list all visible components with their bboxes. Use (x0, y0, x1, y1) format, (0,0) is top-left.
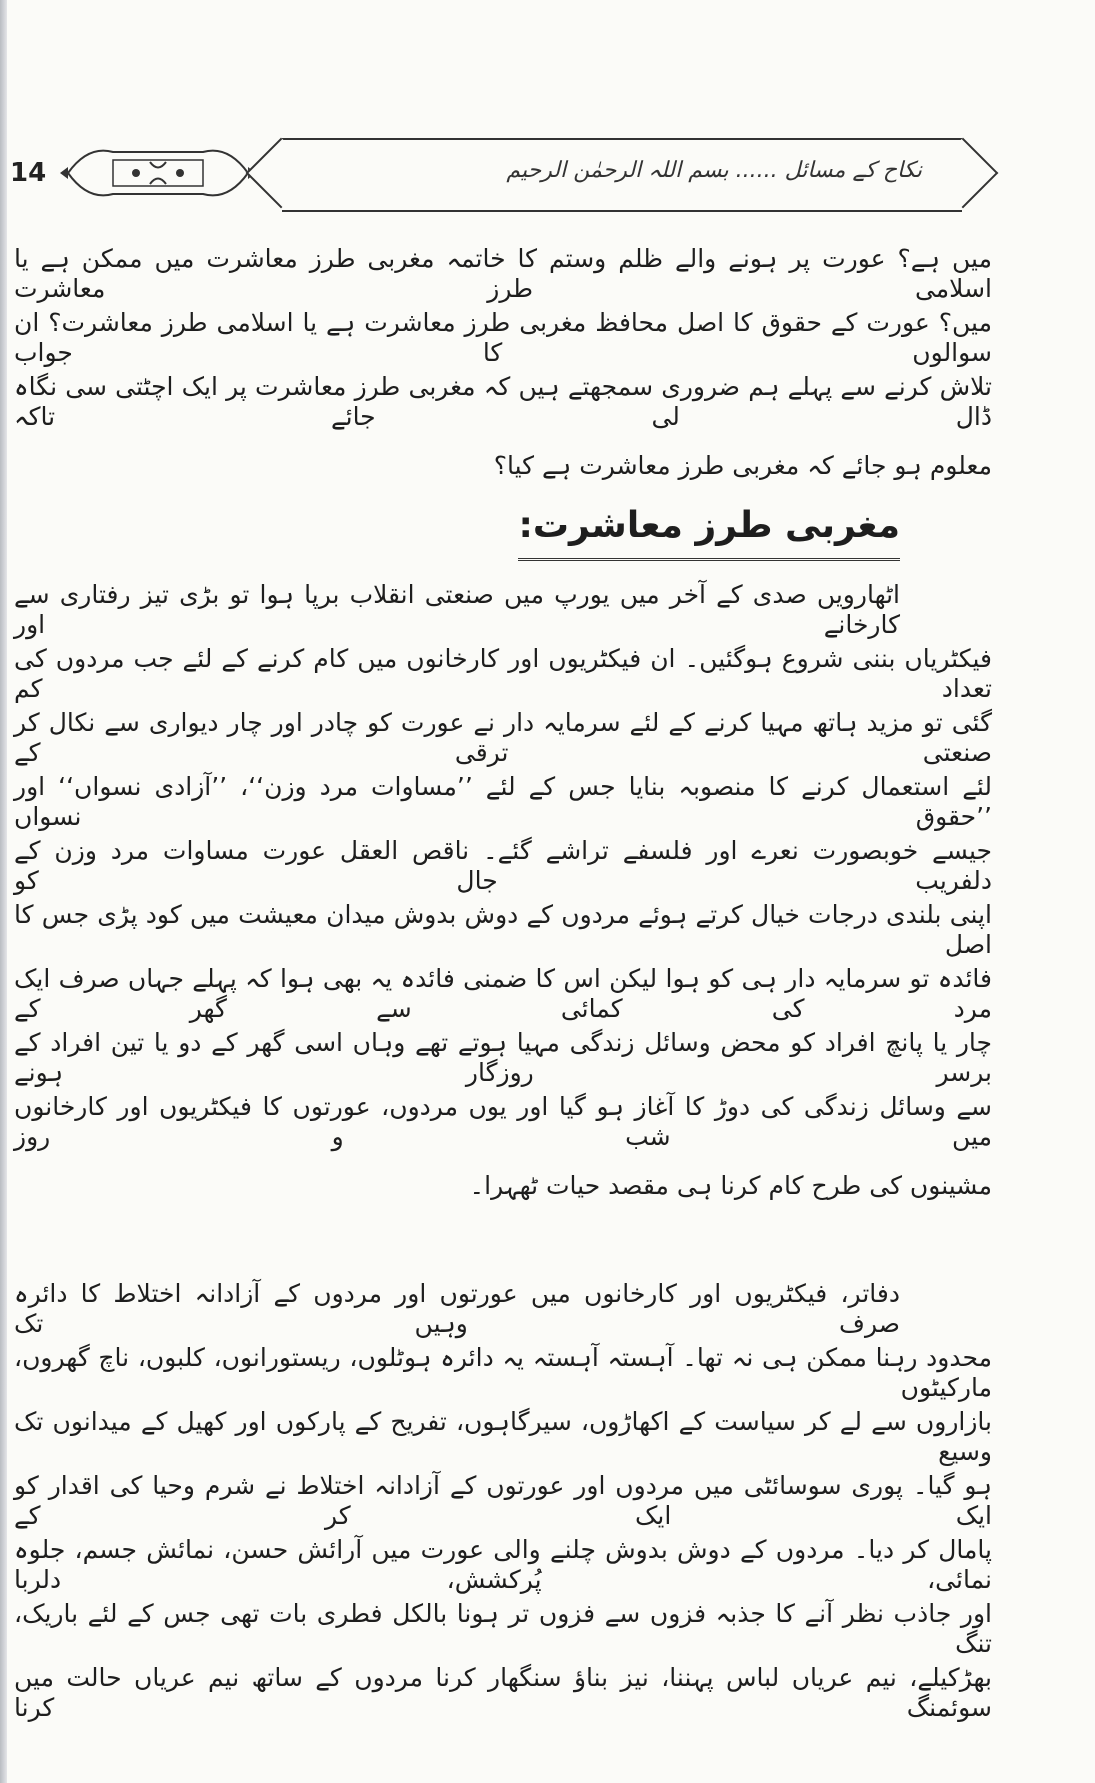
text-line (14, 898, 992, 962)
decorative-ornament-icon (58, 140, 258, 206)
text-line-content: محدود رہنا ممکن ہی نہ تھا۔ آہستہ آہستہ یہ دائرہ ہوٹلوں، ریستورانوں، کلبوں، ناچ گھروں، مارکیٹوں (14, 1343, 992, 1402)
text-line-content: جیسے خوبصورت نعرے اور فلسفے تراشے گئے۔ ناقص العقل عورت مساوات مرد وزن کے دلفریب جال کو (14, 836, 992, 895)
text-line (14, 706, 992, 770)
text-line (14, 1341, 992, 1405)
book-spine-shadow (0, 0, 7, 1783)
text-line (14, 578, 992, 642)
text-line (14, 834, 992, 898)
text-line (14, 434, 992, 498)
paragraph-2 (14, 1277, 992, 1725)
text-line (14, 306, 992, 370)
text-line (14, 1661, 992, 1725)
text-line-content: تلاش کرنے سے پہلے ہم ضروری سمجھتے ہیں کہ مغربی طرز معاشرت پر ایک اچٹتی سی نگاہ ڈال لی جائے تاکہ (14, 372, 992, 431)
page-number: 14 (10, 158, 47, 188)
text-line (14, 1405, 992, 1469)
text-line-content: بھڑکیلے، نیم عریاں لباس پہننا، نیز بناؤ سنگھار کرنا مردوں کے ساتھ نیم عریاں حالت میں سوئمنگ کرنا (14, 1663, 992, 1722)
text-line (14, 1597, 992, 1661)
text-line-content: اپنی بلندی درجات خیال کرتے ہوئے مردوں کے دوش بدوش میدان معیشت میں کود پڑی جس کا اصل (14, 900, 992, 959)
text-line (14, 1154, 992, 1218)
text-line (14, 1277, 992, 1341)
intro-paragraph (14, 242, 992, 498)
text-line (14, 1090, 992, 1154)
text-line (14, 1533, 992, 1597)
text-line (14, 370, 992, 434)
text-line-content: میں ہے؟ عورت پر ہونے والے ظلم وستم کا خاتمہ مغربی طرز معاشرت میں ممکن ہے یا اسلامی طرز معاشرت (14, 244, 992, 303)
text-line-content: دفاتر، فیکٹریوں اور کارخانوں میں عورتوں اور مردوں کے آزادانہ اختلاط کا دائرہ صرف وہیں تک (14, 1279, 900, 1338)
paragraph-1 (14, 578, 992, 1218)
text-line (14, 642, 992, 706)
text-line-content: لئے استعمال کرنے کا منصوبہ بنایا جس کے لئے ’’مساوات مرد وزن‘‘، ’’آزادی نسواں‘‘ اور ’’حقوق نسواں (14, 772, 992, 831)
text-line-content: فائدہ تو سرمایہ دار ہی کو ہوا لیکن اس کا ضمنی فائدہ یہ بھی ہوا کہ پہلے جہاں صرف ایک مرد کی کمائی سے گھر کے (14, 964, 992, 1023)
section-heading: مغربی طرز معاشرت: (518, 500, 900, 561)
text-line-content: فیکٹریاں بننی شروع ہوگئیں۔ ان فیکٹریوں اور کارخانوں میں کام کرنے کے لئے جب مردوں کی تعداد کم (14, 644, 992, 703)
text-line-content: معلوم ہو جائے کہ مغربی طرز معاشرت ہے کیا؟ (493, 451, 992, 480)
text-line (14, 242, 992, 306)
text-line-content: ہو گیا۔ پوری سوسائٹی میں مردوں اور عورتوں کے آزادانہ اختلاط نے شرم وحیا کی اقدار کو ایک ایک کر کے (14, 1471, 992, 1530)
text-line (14, 1026, 992, 1090)
text-line-content: اٹھارویں صدی کے آخر میں یورپ میں صنعتی انقلاب برپا ہوا تو بڑی تیز رفتاری سے کارخانے اور (14, 580, 900, 639)
text-line-content: اور جاذب نظر آنے کا جذبہ فزوں سے فزوں تر ہونا بالکل فطری بات تھی جس کے لئے باریک، تنگ (14, 1599, 992, 1658)
text-line (14, 962, 992, 1026)
text-line-content: سے وسائل زندگی کی دوڑ کا آغاز ہو گیا اور یوں مردوں، عورتوں کا فیکٹریوں اور کارخانوں میں شب و روز (14, 1092, 992, 1151)
header-frame (282, 138, 962, 212)
text-line-content: میں؟ عورت کے حقوق کا اصل محافظ مغربی طرز معاشرت ہے یا اسلامی طرز معاشرت؟ ان سوالوں کا جواب (14, 308, 992, 367)
text-line (14, 770, 992, 834)
text-line-content: مشینوں کی طرح کام کرنا ہی مقصد حیات ٹھہرا۔ (469, 1171, 992, 1200)
running-title: نکاح کے مسائل ...... بسم اللہ الرحمٰن الرحیم (506, 158, 922, 183)
text-line-content: گئی تو مزید ہاتھ مہیا کرنے کے لئے سرمایہ دار نے عورت کو چادر اور چار دیواری سے نکال کر صنعتی ترقی کے (14, 708, 992, 767)
text-line-content: بازاروں سے لے کر سیاست کے اکھاڑوں، سیرگاہوں، تفریح کے پارکوں اور کھیل کے میدانوں تک وسیع (14, 1407, 992, 1466)
text-line-content: چار یا پانچ افراد کو محض وسائل زندگی مہیا ہوتے تھے وہاں اسی گھر کے دو یا تین افراد کے برسر روزگار ہونے (14, 1028, 992, 1087)
text-line-content: پامال کر دیا۔ مردوں کے دوش بدوش چلنے والی عورت میں آرائش حسن، نمائش جسم، جلوہ نمائی، پُرکشش، دلربا (14, 1535, 992, 1594)
text-line (14, 1469, 992, 1533)
